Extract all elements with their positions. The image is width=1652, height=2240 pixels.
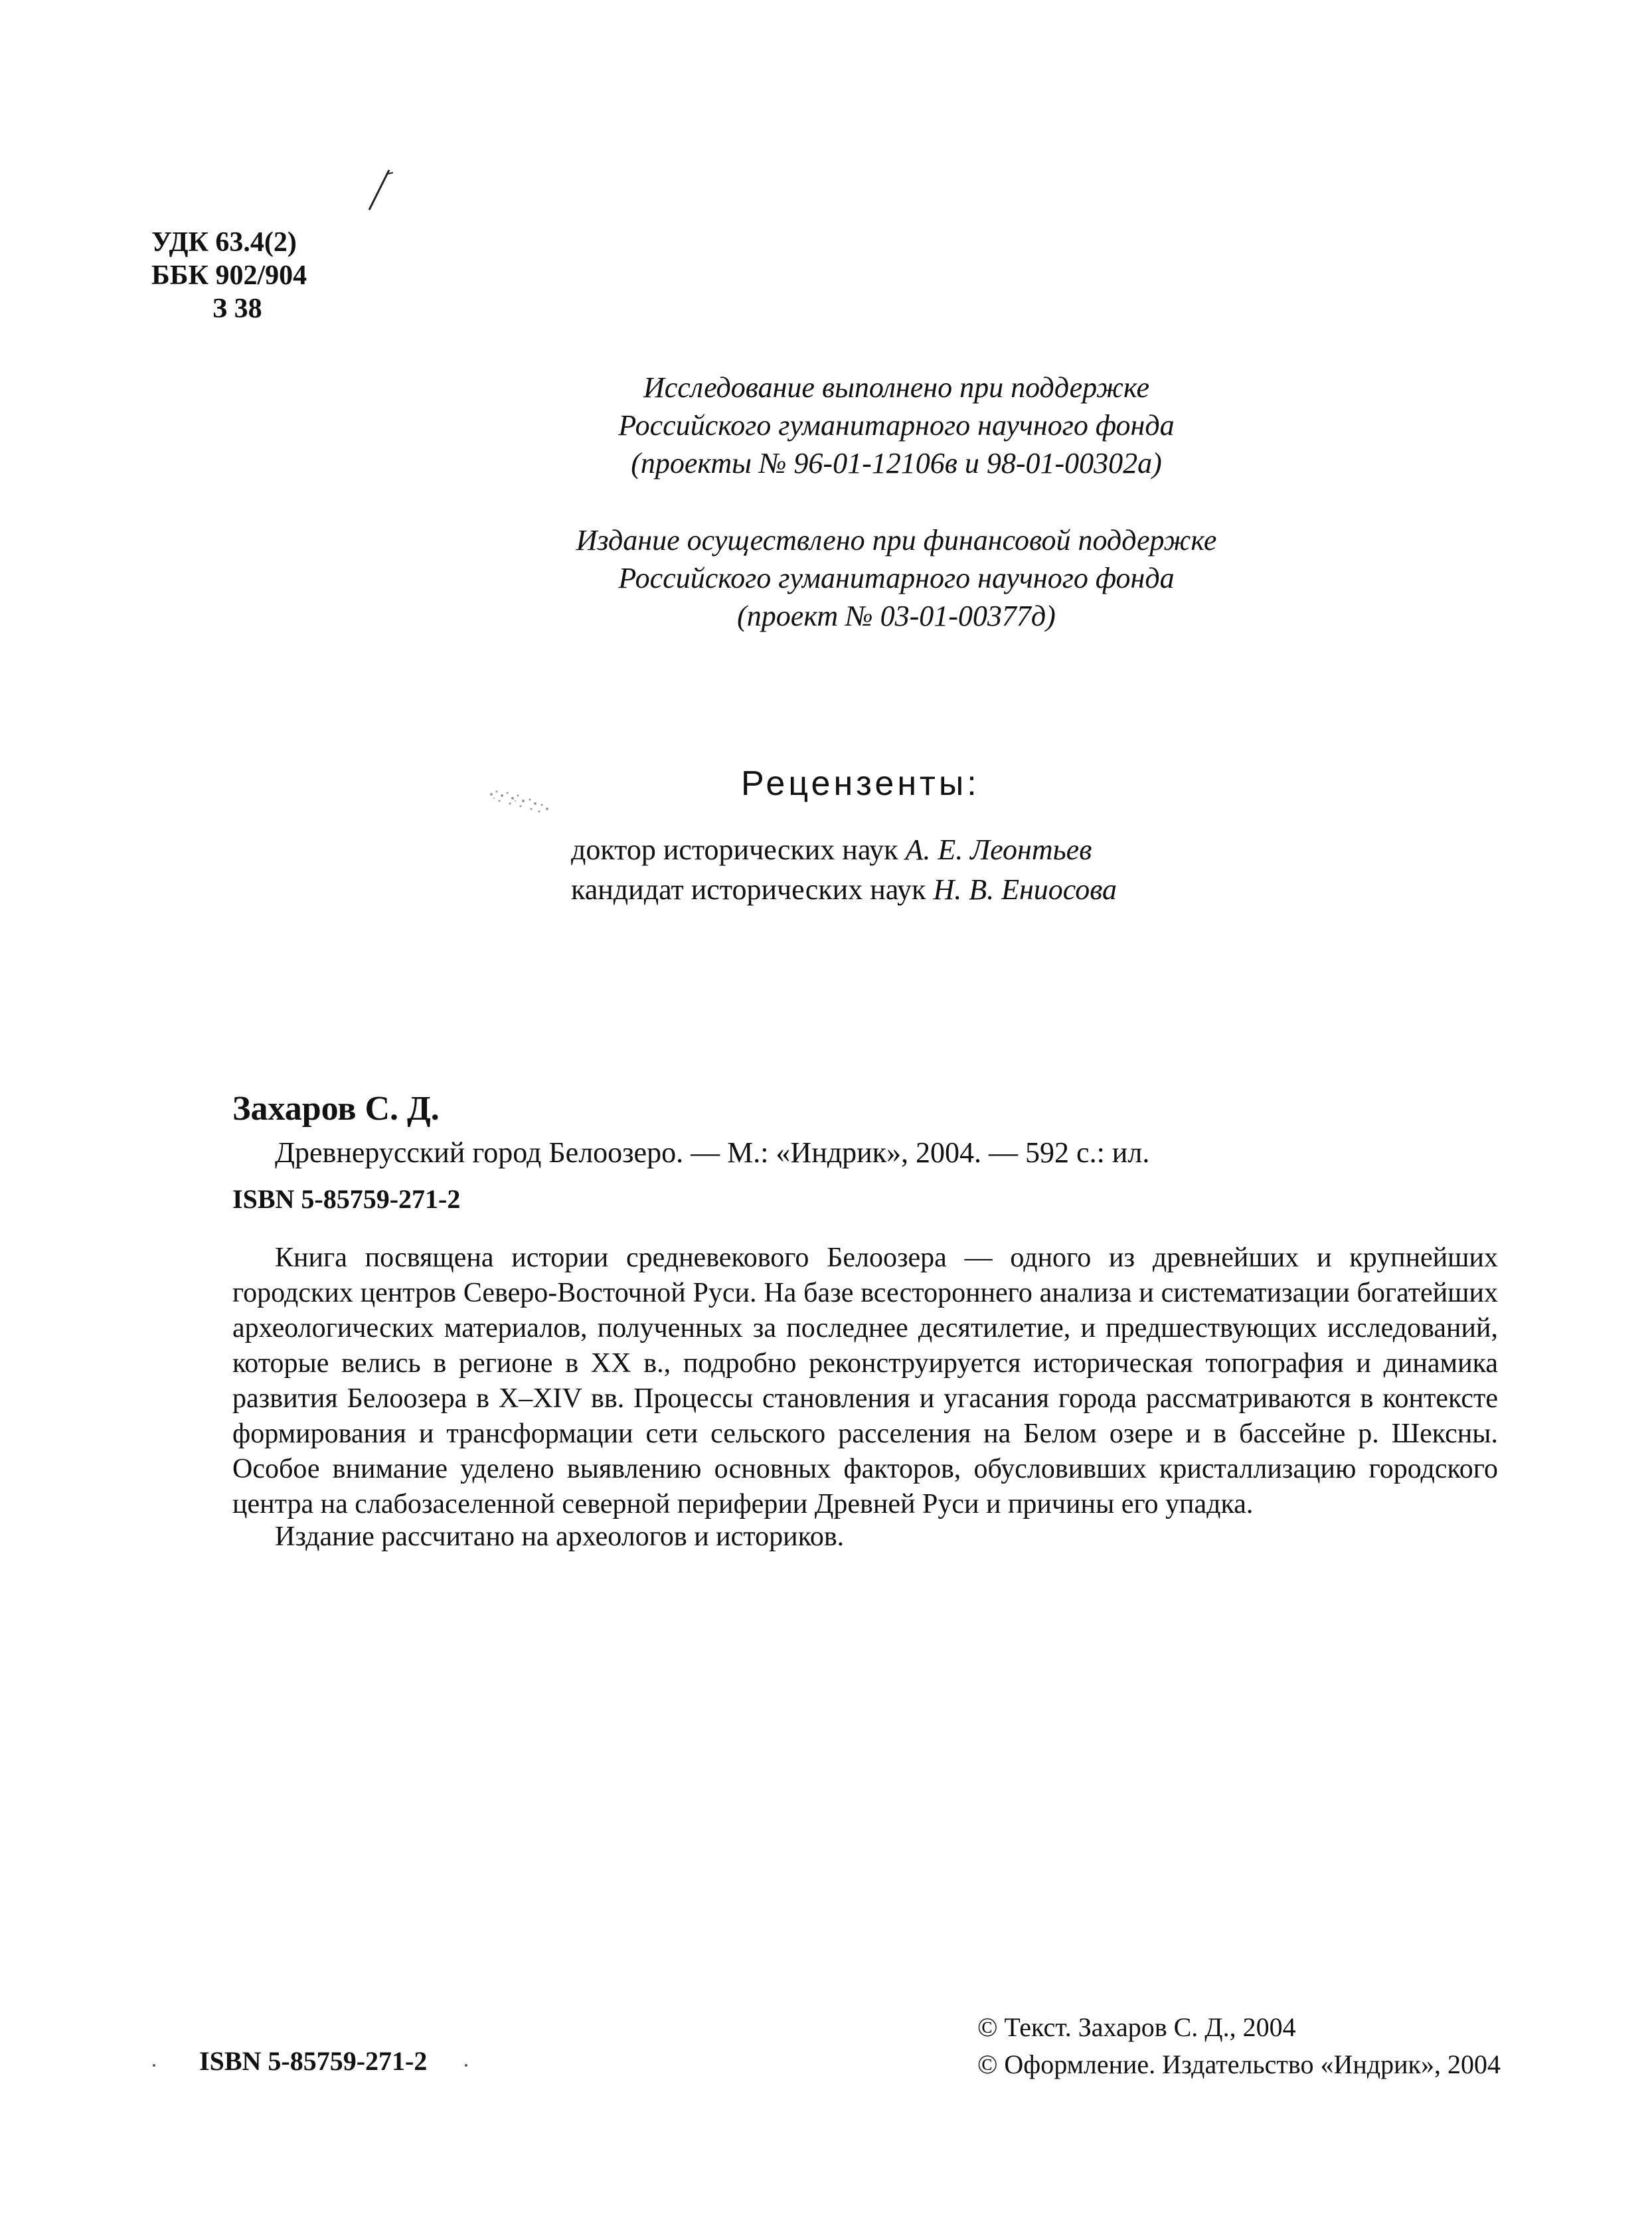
copyright-text-line: © Текст. Захаров С. Д., 2004	[977, 2012, 1296, 2042]
reviewer-entry	[571, 831, 1092, 868]
scan-smudge-mark	[483, 782, 556, 822]
research-grant-note	[505, 369, 1288, 482]
bbk-code: ББК 902/904	[151, 260, 307, 291]
grant-line: Российского гуманитарного научного фонда	[618, 409, 1175, 442]
abstract-paragraph: Книга посвящена истории средневекового Белоозера — одного из древнейших и крупнейших городских центров Северо-Восточной Руси. На базе всестороннего анализа и систематизации богатейших археологических материалов, полученных за последнее десятилетие, и предшествующих исследований, которые велись в регионе в XX в., подробно реконструируется историческая топография и динамика развития Белоозера в X–XIV вв. Процессы становления и угасания города рассматриваются в контексте формирования и трансформации сети сельского расселения на Белом озере и в бассейне р. Шексны. Особое внимание уделено выявлению основных факторов, обусловивших кристаллизацию городского центра на слабозаселенной северной периферии Древней Руси и причины его упадка.	[232, 1243, 1498, 1519]
reviewer-title: доктор исторических наук	[571, 833, 898, 866]
grant-line: (проект № 03-01-00377д)	[737, 600, 1056, 632]
reviewer-name: Н. В. Ениосова	[933, 873, 1117, 906]
grant-line: Издание осуществлено при финансовой поддержке	[576, 524, 1217, 557]
scan-dot	[153, 2064, 155, 2067]
isbn-number: ISBN 5-85759-271-2	[232, 1184, 461, 1214]
grant-line: Исследование выполнено при поддержке	[643, 371, 1149, 404]
grant-line: Российского гуманитарного научного фонда	[618, 562, 1175, 594]
reviewer-title: кандидат исторических наук	[571, 873, 926, 906]
grant-line: (проекты № 96-01-12106в и 98-01-00302а)	[631, 447, 1162, 479]
udk-code: УДК 63.4(2)	[151, 227, 297, 258]
reviewer-name: А. Е. Леонтьев	[905, 833, 1092, 866]
copyright-design-line: © Оформление. Издательство «Индрик», 2004	[977, 2049, 1501, 2079]
footer-isbn: ISBN 5-85759-271-2	[199, 2046, 428, 2076]
scan-dot	[465, 2064, 467, 2067]
reviewers-heading: Рецензенты:	[741, 764, 980, 803]
reviewer-entry	[571, 871, 1117, 908]
bibliographic-description: Древнерусский город Белоозеро. — М.: «Индрик», 2004. — 592 с.: ил.	[275, 1136, 1150, 1169]
classification-codes	[151, 226, 307, 325]
pen-stroke-mark	[364, 166, 397, 213]
copyright-block	[977, 2009, 1501, 2083]
author-heading: Захаров С. Д.	[232, 1090, 440, 1128]
edition-grant-note	[505, 521, 1288, 635]
author-mark: З 38	[212, 294, 262, 324]
audience-note: Издание рассчитано на археологов и историков.	[275, 1521, 845, 1552]
